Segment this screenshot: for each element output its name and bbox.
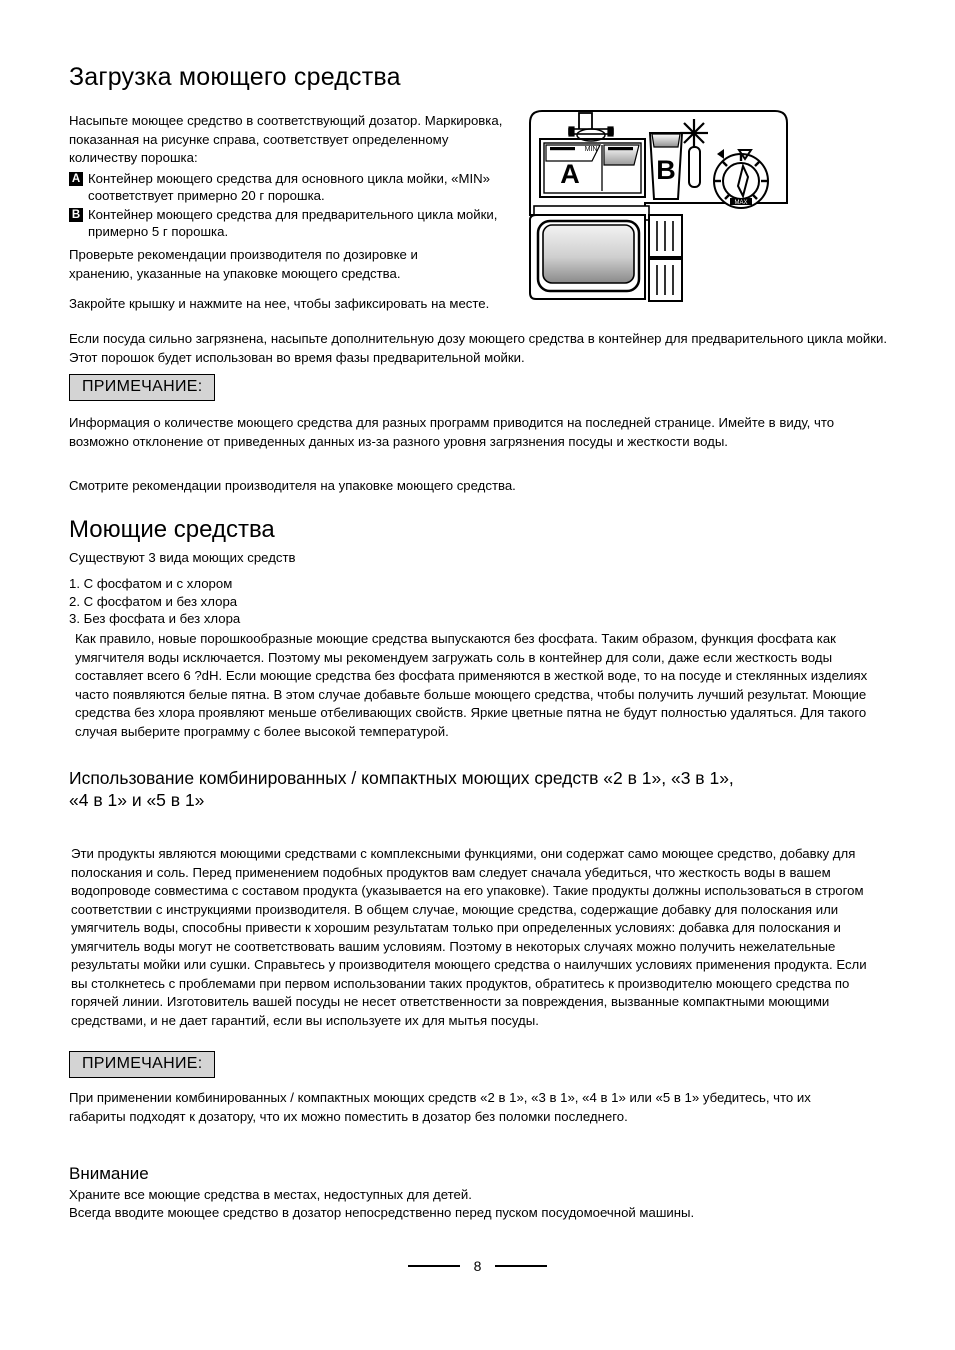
combined-heading [69,767,895,811]
dispenser-item-b-label: Контейнер моющего средства для предварительного цикла мойки, примерно 5 г порошка. [88,206,498,239]
compartment-a [540,139,645,197]
note-label-1: ПРИМЕЧАНИЕ: [69,374,215,401]
attention-heading: Внимание [69,1164,149,1183]
combined-heading-line-1: Использование комбинированных / компактных моющих средств «2 в 1», «3 в 1», [69,768,734,788]
intro-paragraph-4: Если посуда сильно загрязнена, насыпьте дополнительную дозу моющего средства в контейнер для предварительного цикла мойки. Этот порошок будет использован во время фазы предварительной мойки. [69,331,888,365]
door-assembly [530,206,649,299]
page-number: 8 [473,1258,482,1274]
badge-a-icon: A [69,172,83,186]
note-1-paragraph-2: Смотрите рекомендации производителя на упаковке моющего средства. [69,478,516,493]
note-label-2: ПРИМЕЧАНИЕ: [69,1051,215,1078]
note-box-1 [69,374,215,401]
list-item: 1. С фосфатом и с хлором [69,576,233,591]
figure-dial-max: MAX [734,200,748,206]
page-footer [0,1258,955,1274]
intro-paragraph-2: Проверьте рекомендации производителя по дозировке и хранению, указанные на упаковке моющего средства. [69,247,418,281]
note-1-paragraph: Информация о количестве моющего средства для разных программ приводится на последней странице. Имейте в виду, что возможно отклонение от приведенных данных из-за разного уровня загрязнения посуды и жесткости воды. [69,415,835,449]
dispenser-item-a-label: Контейнер моющего средства для основного цикла мойки, «MIN» соответствует примерно 20 г порошка. [88,170,490,203]
dispenser-diagram [512,103,812,308]
figure-min-label: MIN [584,146,598,153]
detergents-heading: Моющие средства [69,516,275,543]
footer-rule-right [495,1265,547,1267]
attention-line-2: Всегда вводите моющее средство в дозатор непосредственно перед пуском посудомоечной машины. [69,1205,695,1220]
compartment-b [650,133,682,199]
dispenser-item-a [69,170,509,204]
lid-latch-icon [569,113,613,141]
intro-paragraph-3: Закройте крышку и нажмите на нее, чтобы зафиксировать на месте. [69,296,490,311]
badge-b-icon: B [69,208,83,222]
footer-rule-left [408,1265,460,1267]
combined-paragraph: Эти продукты являются моющими средствами с комплексными функциями, они содержат само моющее средство, добавку для полоскания и соль. Перед применением подобных продуктов вам следует сначала убедиться, что жесткость воды в вашем водопроводе совместима с составом продукта (указывается на его упаковке). Такие продукты должны использоваться в строгом соответствии с инструкциями производителя. В общем случае, моющие средства, содержащие добавку для полоскания или умягчитель воды, способны привести к хорошим результатам только при определенных условиях: добавка для полоскания и умягчитель воды могут не соответствовать вашим условиям. Поэтому в некоторых случаях можно получить нежелательные результаты мойки или сушки. Справьтесь у производителя моющего средства о наилучших условиях применения продукта. Если вы столкнетесь с проблемами при первом использовании таких продуктов, обратитесь к производителю моющего средства по горячей линии. Изготовитель вашей посуды не несет ответственности за повреждения, вызванные компактными моющими средствами, и не дает гарантий, если вы используете их для мытья посуды. [71,846,867,1028]
dispenser-item-b [69,206,509,240]
note-box-2 [69,1051,215,1078]
figure-label-b: B [656,155,676,185]
dispenser-diagram-svg [512,103,812,308]
list-item: 2. С фосфатом и без хлора [69,593,238,609]
intro-block [69,112,509,240]
vent-grille-icons [649,215,682,301]
combined-heading-line-2: «4 в 1» и «5 в 1» [69,790,205,810]
intro-paragraph: Насыпьте моющее средство в соответствующий дозатор. Маркировка, показанная на рисунке справа, соответствует определенному количеству порошка: [69,113,503,165]
rinse-aid-dial-icon [714,154,768,208]
detergents-list [69,575,569,628]
detergents-subheading: Существуют 3 вида моющих средств [69,550,296,565]
list-item: 3. Без фосфата и без хлора [69,611,241,626]
detergents-paragraph: Как правило, новые порошкообразные моющие средства выпускаются без фосфата. Таким образом, функция фосфата как умягчителя воды исключается. Поэтому мы рекомендуем загружать соль в контейнер для соли, даже если жесткость воды составляет всего 6 ?dH. Если моющие средства без фосфата применяются в жесткой воде, то на посуде и стеклянных изделиях часто появляются белые пятна. В этом случае добавьте больше моющего средства, чтобы получить лучший результат. Моющие средства без хлора проявляют меньше отбеливающих свойств. Яркие цветные пятна не будут полностью удаляться. Для такого случая выберите программу с более высокой температурой. [75,631,868,739]
note-2-paragraph: При применении комбинированных / компактных моющих средств «2 в 1», «3 в 1», «4 в 1» или «5 в 1» убедитесь, что их габариты подходят к дозатору, что их можно поместить в дозатор без поломки последнего. [69,1090,811,1124]
figure-label-a: A [560,159,580,189]
attention-line-1: Храните все моющие средства в местах, недоступных для детей. [69,1187,472,1202]
rinse-aid-sparkle-icon [680,119,708,147]
rinse-aid-tube-icon [689,147,700,187]
page-title: Загрузка моющего средства [69,63,401,91]
